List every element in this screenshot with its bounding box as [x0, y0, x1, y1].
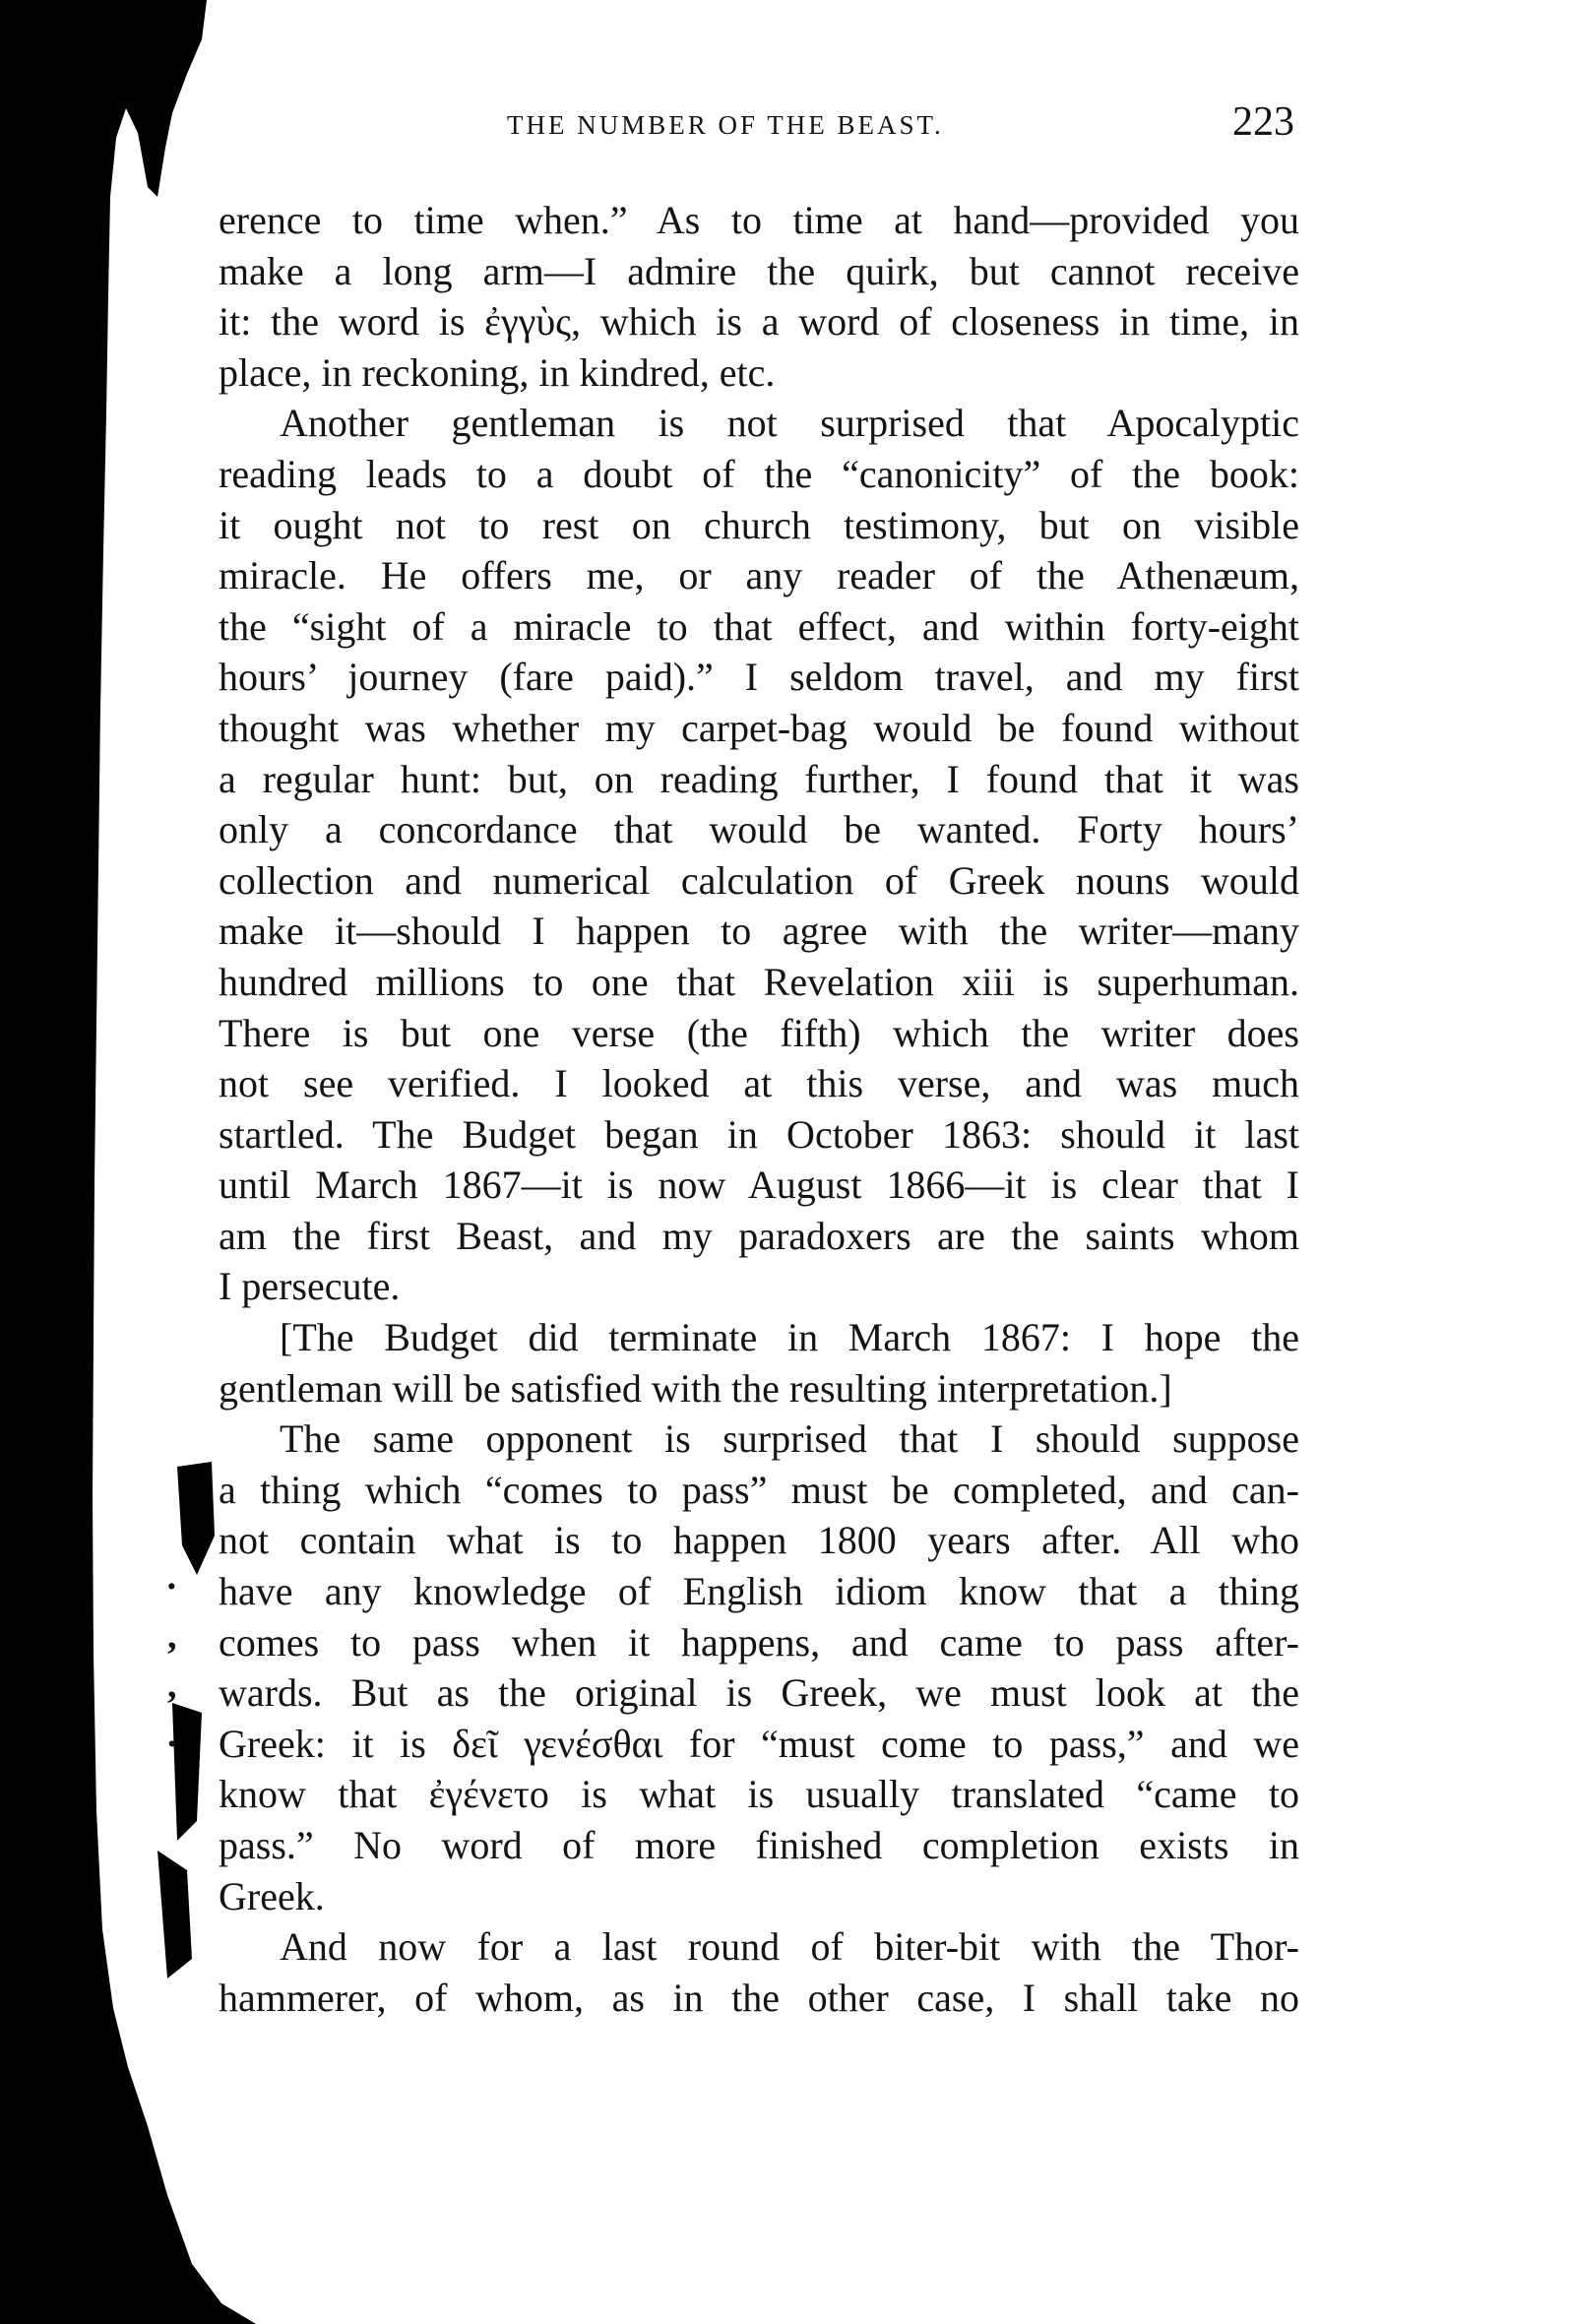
margin-dot-mark: · — [165, 1566, 178, 1607]
text-line: hundred millions to one that Revelation xiii is superhuman. — [219, 959, 1299, 1004]
text-line: make it—should I happen to agree with the writer—many — [219, 909, 1299, 954]
margin-comma-mark: , — [167, 1615, 177, 1657]
text-line: thought was whether my carpet-bag would be found without — [219, 705, 1299, 750]
text-line: place, in reckoning, in kindred, etc. — [219, 349, 776, 395]
text-line: know that ἐγένετο is what is usually translated “came to — [219, 1772, 1299, 1817]
text-line: hours’ journey (fare paid).” I seldom travel, and my first — [219, 655, 1299, 700]
text-line: not contain what is to happen 1800 years after. All who — [219, 1518, 1299, 1563]
text-line: make a long arm—I admire the quirk, but cannot receive — [219, 248, 1299, 293]
text-line: pass.” No word of more finished completion exists in — [219, 1823, 1299, 1867]
text-line: a regular hunt: but, on reading further, I found that it was — [219, 756, 1299, 801]
text-line: wards. But as the original is Greek, we must look at the — [219, 1670, 1299, 1716]
text-line: I persecute. — [219, 1264, 401, 1309]
text-line: And now for a last round of biter-bit with the Thor- — [280, 1924, 1299, 1970]
text-line: it ought not to rest on church testimony, but on visible — [219, 502, 1299, 547]
body-text — [219, 195, 1299, 2023]
text-line: Another gentleman is not surprised that Apocalyptic — [280, 401, 1299, 446]
page-number: 223 — [1232, 99, 1294, 145]
text-line: a thing which “comes to pass” must be completed, and can- — [219, 1467, 1299, 1512]
text-line: erence to time when.” As to time at hand—provided you — [219, 198, 1299, 242]
text-line: The same opponent is surprised that I should suppose — [280, 1416, 1299, 1462]
text-line: it: the word is ἐγγὺς, which is a word of closeness in time, in — [219, 299, 1299, 345]
text-line: [The Budget did terminate in March 1867: I hope the — [280, 1315, 1299, 1360]
text-line: until March 1867—it is now August 1866—it is clear that I — [219, 1162, 1299, 1208]
text-line: not see verified. I looked at this verse, and was much — [219, 1061, 1299, 1106]
text-line: comes to pass when it happens, and came to pass after- — [219, 1619, 1299, 1664]
text-line: hammerer, of whom, as in the other case, I shall take no — [219, 1975, 1299, 2020]
text-line: There is but one verse (the fifth) which the writer does — [219, 1010, 1299, 1055]
text-line: Greek. — [219, 1873, 325, 1918]
text-line: Greek: it is δεῖ γενέσθαι for “must come to pass,” and we — [219, 1721, 1299, 1766]
text-line: collection and numerical calculation of Greek nouns would — [219, 857, 1299, 903]
text-line: gentleman will be satisfied with the resulting interpretation.] — [219, 1365, 1172, 1411]
running-head — [212, 98, 1294, 157]
text-line: reading leads to a doubt of the “canonicity” of the book: — [219, 451, 1299, 496]
margin-dot-mark: . — [167, 1714, 177, 1755]
running-title: THE NUMBER OF THE BEAST. — [507, 110, 944, 140]
text-line: only a concordance that would be wanted. Forty hours’ — [219, 807, 1299, 852]
text-line: miracle. He offers me, or any reader of the Athenæum, — [219, 553, 1299, 598]
text-line: have any knowledge of English idiom know that a thing — [219, 1569, 1299, 1614]
text-line: startled. The Budget began in October 1863: should it last — [219, 1111, 1299, 1157]
text-line: am the first Beast, and my paradoxers are the saints whom — [219, 1213, 1299, 1258]
text-line: the “sight of a miracle to that effect, and within forty-eight — [219, 603, 1299, 649]
margin-comma-mark: , — [167, 1664, 177, 1706]
